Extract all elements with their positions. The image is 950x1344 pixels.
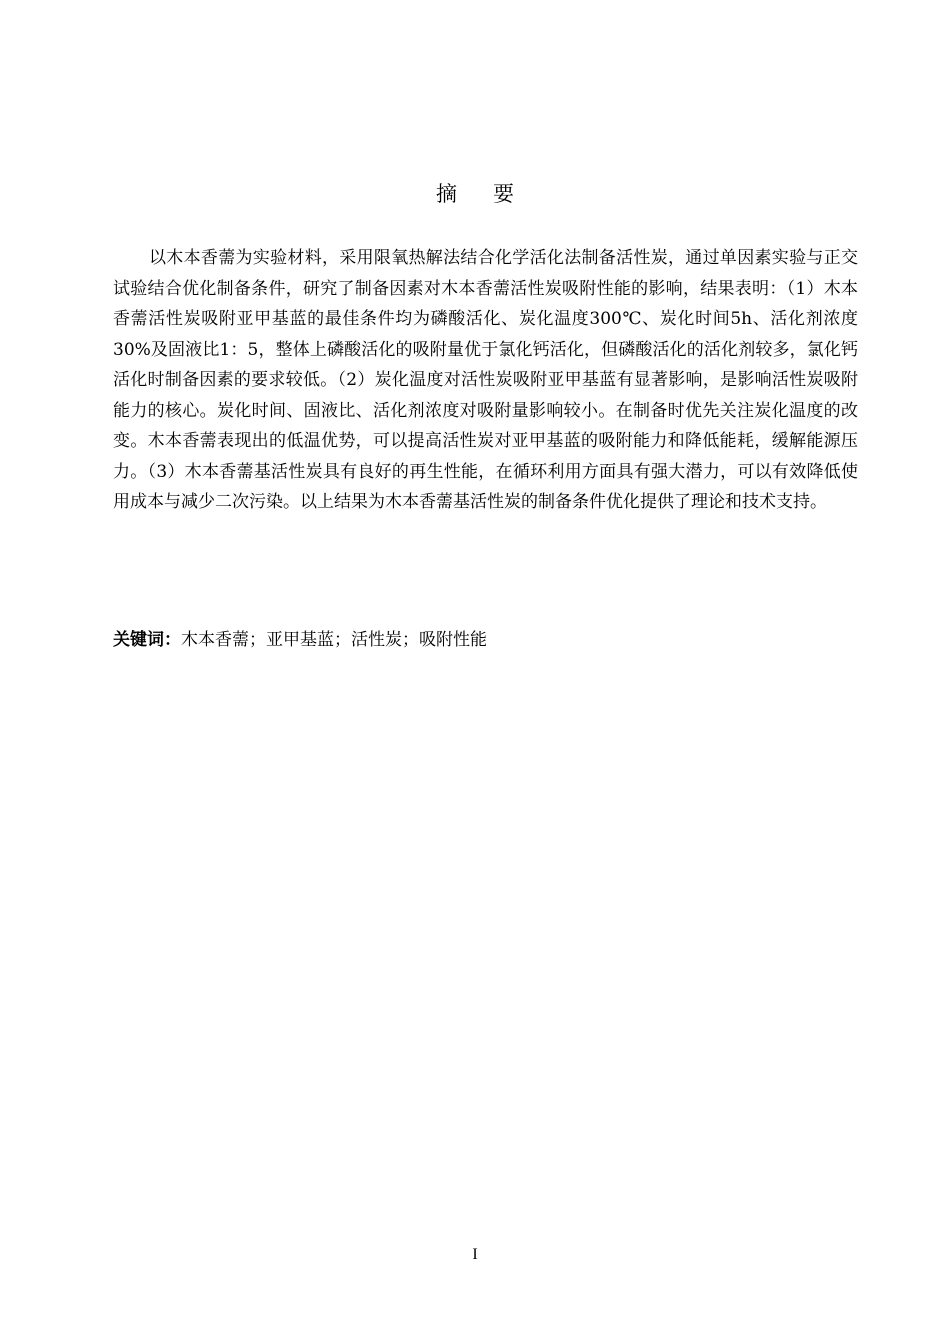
page-number: I	[472, 1246, 478, 1263]
keywords-value: 木本香薷；亚甲基蓝；活性炭；吸附性能	[181, 630, 487, 650]
keywords-line	[113, 625, 858, 655]
abstract-body: 以木本香薷为实验材料，采用限氧热解法结合化学活化法制备活性炭，通过单因素实验与正交试验结合优化制备条件，研究了制备因素对木本香薷活性炭吸附性能的影响，结果表明：（1）木本香薷活性炭吸附亚甲基蓝的最佳条件均为磷酸活化、炭化温度300℃、炭化时间5h、活化剂浓度30%及固液比1：5，整体上磷酸活化的吸附量优于氯化钙活化，但磷酸活化的活化剂较多，氯化钙活化时制备因素的要求较低。（2）炭化温度对活性炭吸附亚甲基蓝有显著影响，是影响活性炭吸附能力的核心。炭化时间、固液比、活化剂浓度对吸附量影响较小。在制备时优先关注炭化温度的改变。木本香薷表现出的低温优势，可以提高活性炭对亚甲基蓝的吸附能力和降低能耗，缓解能源压力。（3）木本香薷基活性炭具有良好的再生性能，在循环利用方面具有强大潜力，可以有效降低使用成本与减少二次污染。以上结果为木本香薷基活性炭的制备条件优化提供了理论和技术支持。	[113, 248, 858, 512]
keywords-label: 关键词：	[113, 630, 181, 650]
abstract-title: 摘要	[436, 182, 550, 206]
